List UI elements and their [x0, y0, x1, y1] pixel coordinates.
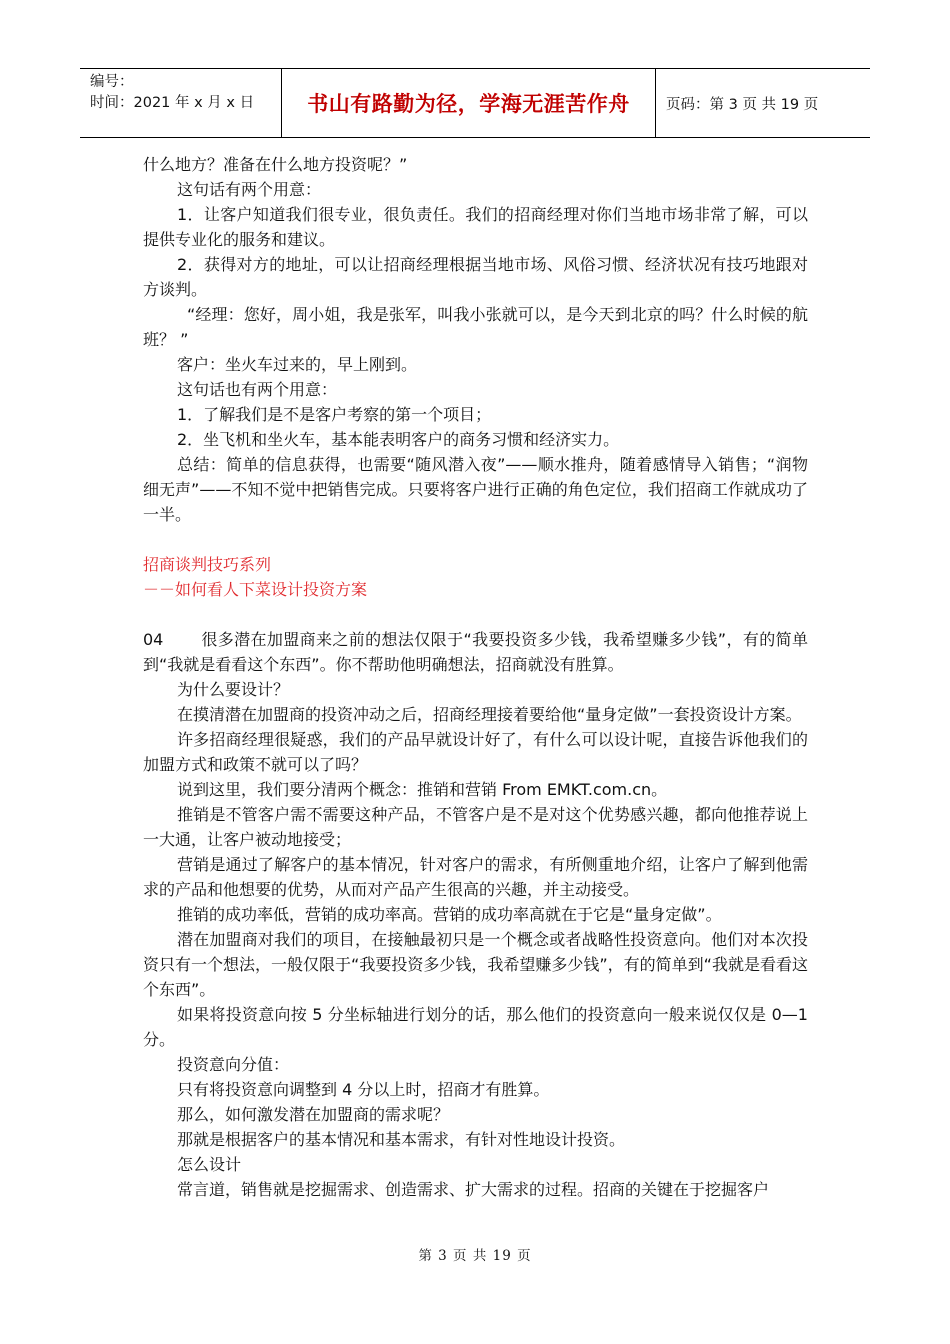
paragraph: 潜在加盟商对我们的项目，在接触最初只是一个概念或者战略性投资意向。他们对本次投资只有一个想法，一般仅限于“我要投资多少钱，我希望赚多少钱”，有的简单到“我就是看看这个东西”。	[143, 930, 808, 999]
section-number: 04	[143, 630, 164, 649]
paragraph: 只有将投资意向调整到 4 分以上时，招商才有胜算。	[177, 1080, 550, 1099]
paragraph: 什么地方？准备在什么地方投资呢？”	[143, 155, 408, 174]
series-title: 招商谈判技巧系列	[143, 555, 272, 574]
section-lead-text: 很多潜在加盟商来之前的想法仅限于“我要投资多少钱，我希望赚多少钱”，有的简单到“我就是看看这个东西”。你不帮助他明确想法，招商就没有胜算。	[143, 630, 808, 674]
paragraph: 这句话也有两个用意：	[177, 380, 338, 399]
paragraph: 许多招商经理很疑惑，我们的产品早就设计好了，有什么可以设计呢，直接告诉他我们的加盟方式和政策不就可以了吗？	[143, 730, 808, 774]
paragraph: 2．坐飞机和坐火车，基本能表明客户的商务习惯和经济实力。	[177, 430, 620, 449]
paragraph: 客户：坐火车过来的，早上刚到。	[177, 355, 418, 374]
document-body	[143, 152, 808, 1202]
paragraph: 营销是通过了解客户的基本情况，针对客户的需求，有所侧重地介绍，让客户了解到他需求的产品和他想要的优势，从而对产品产生很高的兴趣，并主动接受。	[143, 855, 808, 899]
section-lead-paragraph	[143, 627, 808, 677]
paragraph: 如果将投资意向按 5 分坐标轴进行划分的话，那么他们的投资意向一般来说仅仅是 0—1 分。	[143, 1005, 808, 1049]
paragraph: 常言道，销售就是挖掘需求、创造需求、扩大需求的过程。招商的关键在于挖掘客户	[177, 1180, 770, 1199]
paragraph: 推销的成功率低，营销的成功率高。营销的成功率高就在于它是“量身定做”。	[177, 905, 722, 924]
header-motto: 书山有路勤为径，学海无涯苦作舟	[282, 69, 656, 137]
paragraph: 投资意向分值：	[177, 1055, 290, 1074]
paragraph: 2．获得对方的地址，可以让招商经理根据当地市场、风俗习惯、经济状况有技巧地跟对方谈判。	[143, 255, 808, 299]
document-number-label: 编号：	[90, 74, 134, 90]
paragraph: 在摸清潜在加盟商的投资冲动之后，招商经理接着要给他“量身定做”一套投资设计方案。	[177, 705, 802, 724]
paragraph: 1．让客户知道我们很专业，很负责任。我们的招商经理对你们当地市场非常了解，可以提供专业化的服务和建议。	[143, 205, 808, 249]
header-meta	[80, 69, 282, 137]
document-time-label: 时间：2021 年 x 月 x 日	[90, 95, 255, 111]
paragraph: 总结：简单的信息获得，也需要“随风潜入夜”——顺水推舟，随着感情导入销售；“润物细无声”——不知不觉中把销售完成。只要将客户进行正确的角色定位，我们招商工作就成功了一半。	[143, 455, 808, 524]
paragraph: “经理：您好，周小姐，我是张军，叫我小张就可以，是今天到北京的吗？什么时候的航班？ ”	[143, 305, 808, 349]
paragraph: 那么，如何激发潜在加盟商的需求呢？	[177, 1105, 450, 1124]
paragraph: 那就是根据客户的基本情况和基本需求，有针对性地设计投资。	[177, 1130, 626, 1149]
series-subtitle: －－如何看人下菜设计投资方案	[143, 580, 368, 599]
header-page-number: 页码：第 3 页 共 19 页	[666, 96, 819, 113]
paragraph: 这句话有两个用意：	[177, 180, 322, 199]
page-footer: 第 3 页 共 19 页	[418, 1248, 532, 1264]
page-header	[80, 68, 870, 138]
paragraph: 为什么要设计？	[177, 680, 290, 699]
paragraph: 说到这里，我们要分清两个概念：推销和营销 From EMKT.com.cn。	[177, 780, 668, 799]
paragraph: 推销是不管客户需不需要这种产品，不管客户是不是对这个优势感兴趣，都向他推荐说上一大通，让客户被动地接受；	[143, 805, 808, 849]
paragraph: 怎么设计	[177, 1155, 242, 1174]
paragraph: 1．了解我们是不是客户考察的第一个项目；	[177, 405, 492, 424]
